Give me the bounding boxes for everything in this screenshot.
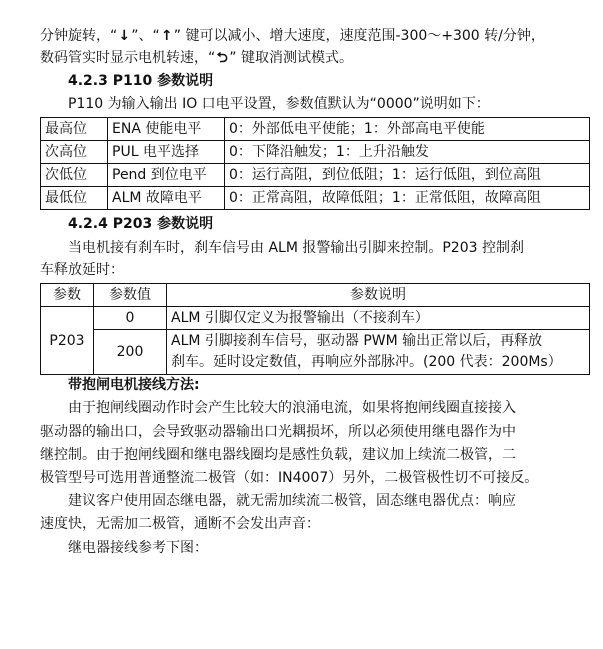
brake-paragraph-line: 由于抱闸线圈动作时会产生比较大的浪涌电流，如果将抱闸线圈直接接入	[68, 400, 516, 416]
column-header-description: 参数说明	[167, 284, 590, 307]
bit-description: 0：运行高阻，到位低阻；1：运行低阻，到位高阻	[225, 164, 590, 187]
bit-name: PUL 电平选择	[108, 141, 225, 164]
table-row	[41, 118, 590, 141]
bit-position: 次高位	[41, 141, 108, 164]
param-name-cell: P203	[41, 307, 94, 375]
param-description-cell: ALM 引脚仅定义为报警输出（不接刹车）	[167, 307, 590, 330]
param-value-cell: 200	[94, 330, 167, 375]
p110-description: P110 为输入输出 IO 口电平设置，参数值默认为“0000”说明如下：	[68, 96, 490, 112]
column-header-param: 参数	[41, 284, 94, 307]
section-heading-p110: 4.2.3 P110 参数说明	[68, 73, 214, 89]
intro-line-1	[40, 25, 588, 47]
p203-description-line-2: 车释放延时：	[40, 262, 124, 278]
param-description-line: 刹车。延时设定数值，再响应外部脉冲。(200 代表：200Ms）	[171, 354, 562, 370]
brake-paragraph-line: 建议客户使用固态继电器，就无需加续流二极管，固态继电器优点：响应	[68, 493, 516, 509]
p203-table	[40, 283, 590, 375]
intro-text: 数码管实时显示电机转速，“	[40, 50, 216, 66]
intro-text: 分钟旋转，“	[40, 28, 118, 44]
arrow-up-icon: ↑	[160, 28, 173, 44]
column-header-value: 参数值	[94, 284, 167, 307]
section-heading-brake: 带抱闸电机接线方法:	[68, 377, 200, 393]
arrow-down-icon: ↓	[118, 28, 131, 44]
param-value-cell: 0	[94, 307, 167, 330]
intro-line-2	[40, 47, 588, 69]
bit-position: 最高位	[41, 118, 108, 141]
bit-description: 0：外部低电平使能；1：外部高电平使能	[225, 118, 590, 141]
param-description-line: ALM 引脚接刹车信号，驱动器 PWM 输出正常以后，再释放	[171, 333, 543, 349]
table-row	[41, 187, 590, 210]
brake-paragraph-line: 极管型号可选用普通整流二极管（如：IN4007）另外，二极管极性切不可接反。	[40, 470, 539, 486]
table-header-row	[41, 284, 590, 307]
table-row	[41, 141, 590, 164]
bit-position: 最低位	[41, 187, 108, 210]
bit-description: 0：下降沿触发；1：上升沿触发	[225, 141, 590, 164]
brake-paragraph-line: 速度快，无需加二极管，通断不会发出声音：	[40, 516, 320, 532]
table-row	[41, 164, 590, 187]
brake-paragraph-line: 驱动器的输出口，会导致驱动器输出口光耦损坏，所以必须使用继电器作为中	[40, 424, 516, 440]
bit-name: ALM 故障电平	[108, 187, 225, 210]
relay-wiring-caption: 继电器接线参考下图：	[68, 540, 208, 556]
section-heading-p203: 4.2.4 P203 参数说明	[68, 216, 214, 232]
intro-text: ”、“	[131, 28, 160, 44]
brake-paragraph-line: 继控制。由于抱闸线圈和继电器线圈均是感性负载，建议加上续流二极管，二	[40, 447, 516, 463]
param-description-cell	[167, 330, 590, 375]
p110-table	[40, 117, 590, 210]
bit-description: 0：正常高阻，故障低阻；1：正常低阻，故障高阻	[225, 187, 590, 210]
intro-text: ” 键取消测试模式。	[229, 50, 353, 66]
p203-description-line-1: 当电机接有刹车时，刹车信号由 ALM 报警输出引脚来控制。P203 控制刹	[68, 240, 524, 256]
bit-position: 次低位	[41, 164, 108, 187]
table-row	[41, 330, 590, 375]
bit-name: ENA 使能电平	[108, 118, 225, 141]
bit-name: Pend 到位电平	[108, 164, 225, 187]
return-icon: ⮌	[216, 50, 228, 66]
table-row	[41, 307, 590, 330]
intro-text: ” 键可以减小、增大速度，速度范围-300～+300 转/分钟，	[173, 28, 545, 44]
